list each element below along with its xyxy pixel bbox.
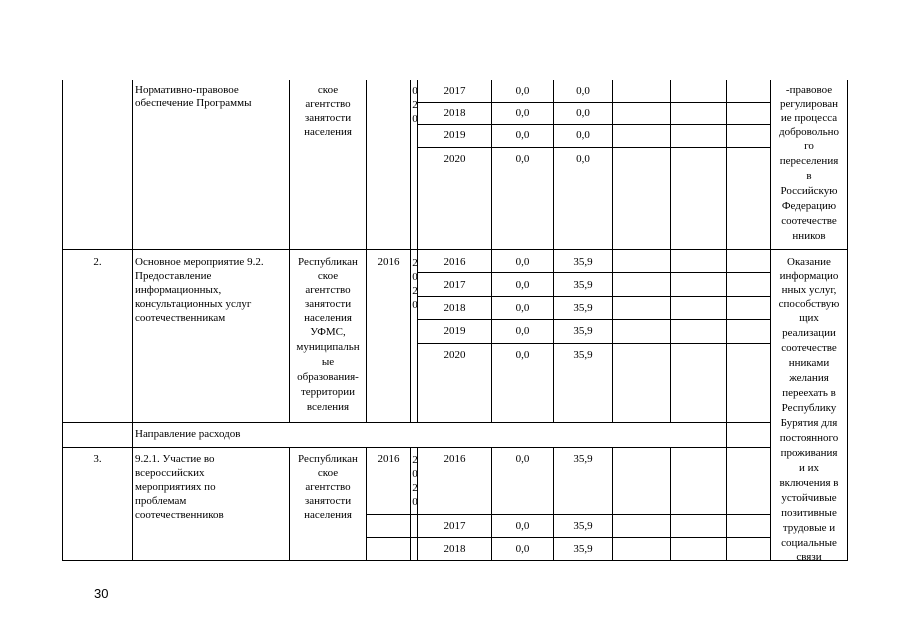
result-line: информацио <box>779 270 839 282</box>
result-line: реализации <box>782 327 836 339</box>
row2-name-line: соотечественникам <box>135 312 226 324</box>
result-line: нниками <box>788 357 830 369</box>
row3-exec-line: Республикан <box>298 453 358 465</box>
result-line: соотечестве <box>781 215 837 227</box>
row2-start-year: 2016 <box>377 256 400 268</box>
value-cell: 35,9 <box>573 520 593 532</box>
result-line: включения в <box>779 477 839 489</box>
row2-name-line: Основное мероприятие 9.2. <box>135 256 264 268</box>
value-cell: 0,0 <box>515 279 530 291</box>
year-cell: 2018 <box>443 107 466 119</box>
value-cell: 0,0 <box>515 107 530 119</box>
result-line: проживания <box>780 447 838 459</box>
result-line: регулирован <box>779 98 839 110</box>
result-line: -правовое <box>785 84 833 96</box>
value-cell: 0,0 <box>515 256 530 268</box>
result-line: переехать в <box>782 387 836 399</box>
value-cell: 0,0 <box>515 349 530 361</box>
result-line: в <box>806 170 812 182</box>
result-line: Оказание <box>787 256 831 268</box>
row2-exec-line: УФМС, <box>310 326 346 338</box>
value-cell: 35,9 <box>573 325 593 337</box>
value-cell: 0,0 <box>515 543 530 555</box>
year-cell: 2016 <box>443 453 466 465</box>
result-line: Российскую <box>780 185 838 197</box>
row3-number: 3. <box>93 453 102 465</box>
row2-number: 2. <box>93 256 102 268</box>
row3-period-char: 0 <box>412 468 418 480</box>
year-cell: 2019 <box>443 325 466 337</box>
row2-exec-line: образования- <box>297 371 359 383</box>
row1-exec-line: населения <box>304 126 352 138</box>
result-line: нных услуг, <box>781 284 837 296</box>
row2-period-char: 2 <box>412 257 418 269</box>
row3-exec-line: агентство <box>305 481 351 493</box>
row2-exec-line: агентство <box>305 284 351 296</box>
result-line: переселения <box>779 155 839 167</box>
value-cell: 35,9 <box>573 543 593 555</box>
row2-period-char: 0 <box>412 271 418 283</box>
result-line: способствую <box>778 298 840 310</box>
row3-name-line: 9.2.1. Участие во <box>135 453 215 465</box>
row2-name-line: информационных, <box>135 284 222 296</box>
result-line: соотечестве <box>781 342 837 354</box>
value-cell: 0,0 <box>515 325 530 337</box>
year-cell: 2017 <box>443 520 466 532</box>
result-line: связи <box>796 551 822 563</box>
result-line: позитивные <box>781 507 837 519</box>
value-cell: 35,9 <box>573 349 593 361</box>
year-cell: 2020 <box>443 153 466 165</box>
row2-name-line: Предоставление <box>135 270 212 282</box>
result-line: щих <box>799 312 819 324</box>
row2-exec-line: ые <box>321 356 335 368</box>
value-cell: 0,0 <box>576 85 590 97</box>
row2-exec-line: вселения <box>306 401 350 413</box>
value-cell: 0,0 <box>515 453 530 465</box>
value-cell: 0,0 <box>576 129 590 141</box>
result-line: Федерацию <box>781 200 837 212</box>
row1-name: Нормативно-правовое обеспечение Программы <box>135 84 252 109</box>
row3-period-char: 2 <box>412 454 418 466</box>
value-cell: 0,0 <box>515 85 530 97</box>
row2-exec-line: ское <box>317 270 339 282</box>
row3-name-line: мероприятиях по <box>135 481 216 493</box>
result-line: добровольно <box>778 126 840 138</box>
year-cell: 2017 <box>443 85 466 97</box>
row2-exec-line: территории <box>300 386 355 398</box>
result-line: желания <box>789 372 829 384</box>
result-line: социальные <box>781 537 837 549</box>
row3-exec-line: ское <box>317 467 339 479</box>
row1-exec-line: ское <box>317 84 339 96</box>
row3-period-char: 0 <box>412 496 418 508</box>
row3-start-year: 2016 <box>377 453 400 465</box>
result-line: трудовые и <box>782 522 836 534</box>
value-cell: 0,0 <box>515 153 530 165</box>
year-cell: 2018 <box>443 543 466 555</box>
row3-exec-line: занятости <box>304 495 352 507</box>
result-line: постоянного <box>779 432 839 444</box>
value-cell: 0,0 <box>515 520 530 532</box>
page-number: 30 <box>94 586 109 601</box>
row1-period-char: 0 <box>412 113 418 125</box>
value-cell: 35,9 <box>573 279 593 291</box>
row2-name-line: консультационных услуг <box>135 298 252 310</box>
value-cell: 0,0 <box>515 302 530 314</box>
result-line: го <box>804 140 814 152</box>
expense-direction-label: Направление расходов <box>135 428 241 440</box>
row3-period-char: 2 <box>412 482 418 494</box>
year-cell: 2016 <box>443 256 466 268</box>
value-cell: 35,9 <box>573 302 593 314</box>
value-cell: 0,0 <box>576 153 590 165</box>
row3-name-line: всероссийских <box>135 467 205 479</box>
row1-period-char: 0 <box>412 85 418 97</box>
row2-period-char: 2 <box>412 285 418 297</box>
row3-exec-line: населения <box>304 509 352 521</box>
result-line: и их <box>798 462 820 474</box>
value-cell: 0,0 <box>515 129 530 141</box>
year-cell: 2020 <box>443 349 466 361</box>
result-line: нников <box>792 230 826 242</box>
row1-exec-line: занятости <box>304 112 352 124</box>
row2-exec-line: Республикан <box>298 256 358 268</box>
row2-exec-line: занятости <box>304 298 352 310</box>
row3-name-line: соотечественников <box>135 509 224 521</box>
result-line: Бурятия для <box>780 417 838 429</box>
year-cell: 2017 <box>443 279 466 291</box>
row1-period-char: 2 <box>412 99 418 111</box>
value-cell: 0,0 <box>576 107 590 119</box>
year-cell: 2018 <box>443 302 466 314</box>
row2-exec-line: населения <box>304 312 352 324</box>
row2-period-char: 0 <box>412 299 418 311</box>
result-line: устойчивые <box>781 492 837 504</box>
row2-exec-line: муниципальн <box>296 341 360 353</box>
result-line: ие процесса <box>780 112 838 124</box>
result-line: Республику <box>781 402 837 414</box>
row3-name-line: проблемам <box>135 495 187 507</box>
value-cell: 35,9 <box>573 256 593 268</box>
year-cell: 2019 <box>443 129 466 141</box>
row1-exec-line: агентство <box>305 98 351 110</box>
value-cell: 35,9 <box>573 453 593 465</box>
